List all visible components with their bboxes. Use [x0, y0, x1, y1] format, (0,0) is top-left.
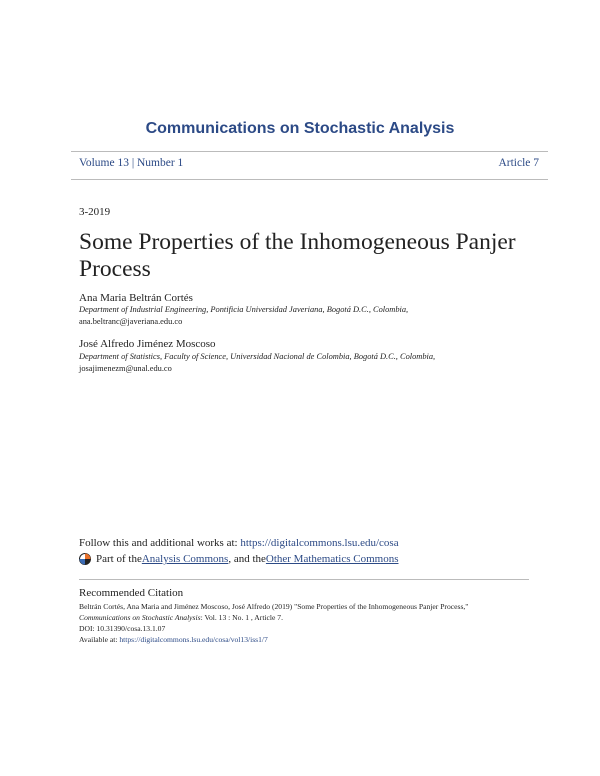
publication-date: 3-2019	[79, 206, 111, 218]
divider-bottom	[71, 179, 548, 180]
available-at-label: Available at:	[79, 635, 120, 644]
journal-title-link[interactable]: Communications on Stochastic Analysis	[145, 120, 455, 137]
citation-available-at	[79, 635, 268, 644]
citation-journal-name: Communications on Stochastic Analysis	[79, 613, 201, 622]
commons-network-icon	[79, 553, 91, 565]
analysis-commons-link[interactable]: Analysis Commons	[141, 553, 229, 565]
citation-volume: : Vol. 13 : No. 1 , Article 7.	[200, 613, 283, 622]
part-of-prefix: Part of the	[96, 553, 142, 565]
part-of-middle: , and the	[228, 553, 266, 565]
author-affiliation: Department of Statistics, Faculty of Science, Universidad Nacional de Colombia, Bogotá D.C., Colombia,	[79, 352, 436, 361]
collection-url-link[interactable]: https://digitalcommons.lsu.edu/cosa	[240, 537, 399, 549]
citation-divider	[79, 579, 529, 580]
other-mathematics-commons-link[interactable]: Other Mathematics Commons	[265, 553, 399, 565]
follow-text: Follow this and additional works at:	[79, 537, 241, 549]
citation-doi: DOI: 10.31390/cosa.13.1.07	[79, 624, 166, 633]
author-email: ana.beltranc@javeriana.edu.co	[79, 317, 183, 326]
author-name: Ana Maria Beltrán Cortés	[79, 292, 193, 304]
author-email: josajimenezm@unal.edu.co	[79, 364, 172, 373]
author-affiliation: Department of Industrial Engineering, Pontificia Universidad Javeriana, Bogotá D.C., Colombia,	[79, 305, 409, 314]
citation-line-authors: Beltrán Cortés, Ana Maria and Jiménez Moscoso, José Alfredo (2019) "Some Properties of the Inhomogeneous Panjer Process,"	[79, 602, 469, 611]
citation-line-journal	[79, 613, 283, 622]
volume-issue-link[interactable]: Volume 13 | Number 1	[79, 157, 184, 169]
part-of-line	[79, 553, 398, 565]
follow-line	[79, 537, 399, 549]
paper-title: Some Properties of the Inhomogeneous Panjer Process	[79, 229, 516, 282]
citation-heading: Recommended Citation	[79, 587, 184, 599]
article-url-link[interactable]: https://digitalcommons.lsu.edu/cosa/vol13/iss1/7	[119, 635, 268, 644]
divider-top	[71, 151, 548, 152]
author-name: José Alfredo Jiménez Moscoso	[79, 338, 216, 350]
article-number-link[interactable]: Article 7	[498, 157, 539, 169]
